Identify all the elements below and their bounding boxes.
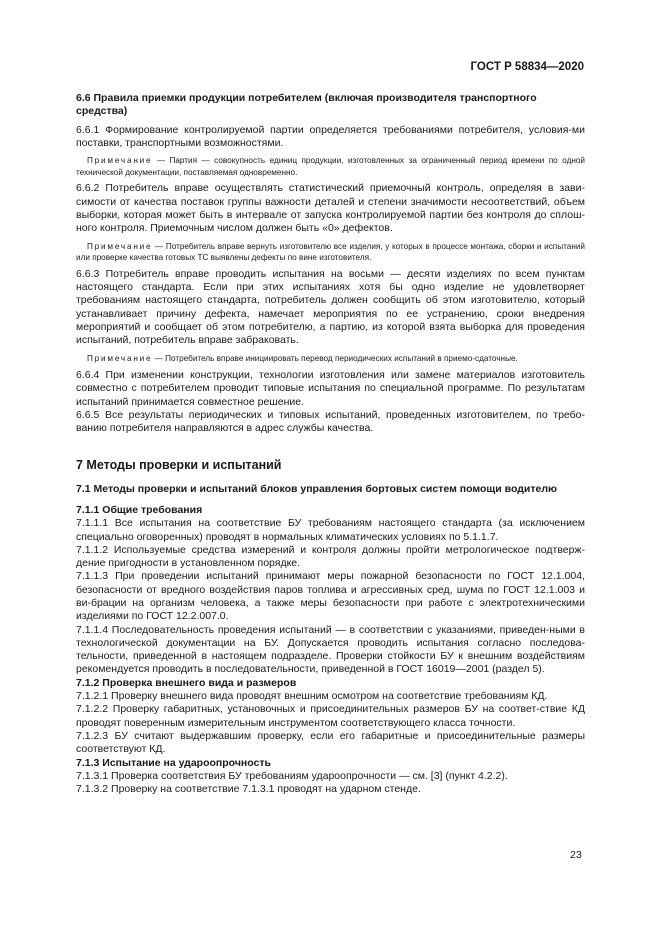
- note-text: — Потребитель вправе вернуть изготовителю все изделия, у которых в процессе монтажа, сборки и испытаний или проверке качества готовых ТС выявлены дефекты по вине изготовителя.: [76, 241, 585, 263]
- note-label: Примечание: [87, 353, 153, 363]
- page-content: [76, 92, 585, 796]
- subsection-heading: 6.6 Правила приемки продукции потребителем (включая производителя транспортного средства): [76, 92, 537, 118]
- note: [76, 353, 585, 365]
- paragraph: 7.1.2.3 БУ считают выдержавшим проверку, если его габаритные и присоединительные размеры соответствуют КД.: [76, 729, 585, 756]
- paragraph: 7.1.1.1 Все испытания на соответствие БУ требованиям настоящего стандарта (за исключением специально оговоренных) проводят в нормальных климатических условиях по 5.1.1.7.: [76, 517, 585, 543]
- paragraph: 6.6.3 Потребитель вправе проводить испытания на восьми — десяти изделиях по всем пунктам настоящего стандарта. Если при этих испытаниях хотя бы одно изделие не удовлетворяет требованиям настоящего стандарта, потребитель должен сообщить об этом изготовителю, который устанавливает причину дефекта, намечает мероприятия по ее устранению, сроки внедрения мероприятий и сообщает об этом потребителю, а партию, из которой взята выборка для проведения испытаний, потребитель вправе забраковать.: [76, 267, 585, 347]
- page-number: 23: [570, 849, 582, 861]
- paragraph: 6.6.1 Формирование контролируемой партии определяется требованиями потребителя, условия-ми поставки, транспортными возможностями.: [76, 123, 585, 149]
- paragraph: 6.6.2 Потребитель вправе осуществлять статистический приемочный контроль, определяя в зави-симости от качества поставок группы важности деталей и степени значимости несоответствий, объем выборки, которая может быть в интервале от запуска контролируемой партии без контроля до сплош-ного контроля. Приемочным числом должен быть «0» дефектов.: [76, 182, 585, 235]
- paragraph: 7.1.3.2 Проверку на соответствие 7.1.3.1 проводят на ударном стенде.: [76, 783, 421, 796]
- paragraph: 7.1.1.4 Последовательность проведения испытаний — в соответствии с указаниями, приведен-ными в технологической документации на БУ. Допускается проводить испытания согласно последова-тельности, приведенной в настоящем подразделе. Проверки стойкости БУ к внешним воздействиям рекомендуется проводить в последовательности, приведенной в ГОСТ 16019—2001 (раздел 5).: [76, 623, 585, 676]
- note-label: Примечание: [87, 156, 153, 166]
- subsection-heading: 7.1.2 Проверка внешнего вида и размеров: [76, 676, 297, 689]
- subsection-heading: 7.1.3 Испытание на удароопрочность: [76, 756, 271, 769]
- subsection-heading: 7.1.1 Общие требования: [76, 503, 203, 516]
- paragraph: 6.6.5 Все результаты периодических и типовых испытаний, проведенных изготовителем, по требо-ванию потребителя направляются в адрес службы качества.: [76, 409, 585, 435]
- paragraph: 7.1.1.3 При проведении испытаний принимают меры пожарной безопасности по ГОСТ 12.1.004, безопасности от вредного воздействия паров топлива и агрессивных сред, шума по ГОСТ 12.1.003 и ви-брации на организм человека, а также меры безопасности при работе с электротехническими изделиями по ГОСТ 12.2.007.0.: [76, 570, 585, 623]
- note-text: — Потребитель вправе инициировать перевод периодических испытаний в приемо-сдаточные.: [152, 353, 518, 363]
- note-text: — Партия — совокупность единиц продукции, изготовленных за ограниченный период времени по одной технической документации, поставляемая одновременно.: [76, 156, 585, 177]
- section-heading: 7 Методы проверки и испытаний: [76, 457, 282, 472]
- subsection-heading: 7.1 Методы проверки и испытаний блоков управления бортовых систем помощи водителю: [76, 482, 557, 495]
- paragraph: 6.6.4 При изменении конструкции, технологии изготовления или замене материалов изготовитель совместно с потребителем проводит типовые испытания по специальной программе. По результатам испытаний принимается совместное решение.: [76, 369, 585, 408]
- standard-header: ГОСТ Р 58834—2020: [470, 61, 584, 73]
- note: [76, 155, 585, 178]
- note: [76, 241, 585, 264]
- note-label: Примечание: [87, 241, 153, 251]
- paragraph: 7.1.2.1 Проверку внешнего вида проводят внешним осмотром на соответствие требованиям КД.: [76, 690, 548, 703]
- paragraph: 7.1.1.2 Используемые средства измерений и контроля должны пройти метрологическое подтверж-дение пригодности в установленном порядке.: [76, 543, 585, 570]
- paragraph: 7.1.2.2 Проверку габаритных, установочных и присоединительных размеров БУ на соответ-ствие КД проводят поверенным измерительным инструментом соответствующего класса точности.: [76, 703, 585, 729]
- paragraph: 7.1.3.1 Проверка соответствия БУ требованиям удароопрочности — см. [3] (пункт 4.2.2).: [76, 769, 508, 782]
